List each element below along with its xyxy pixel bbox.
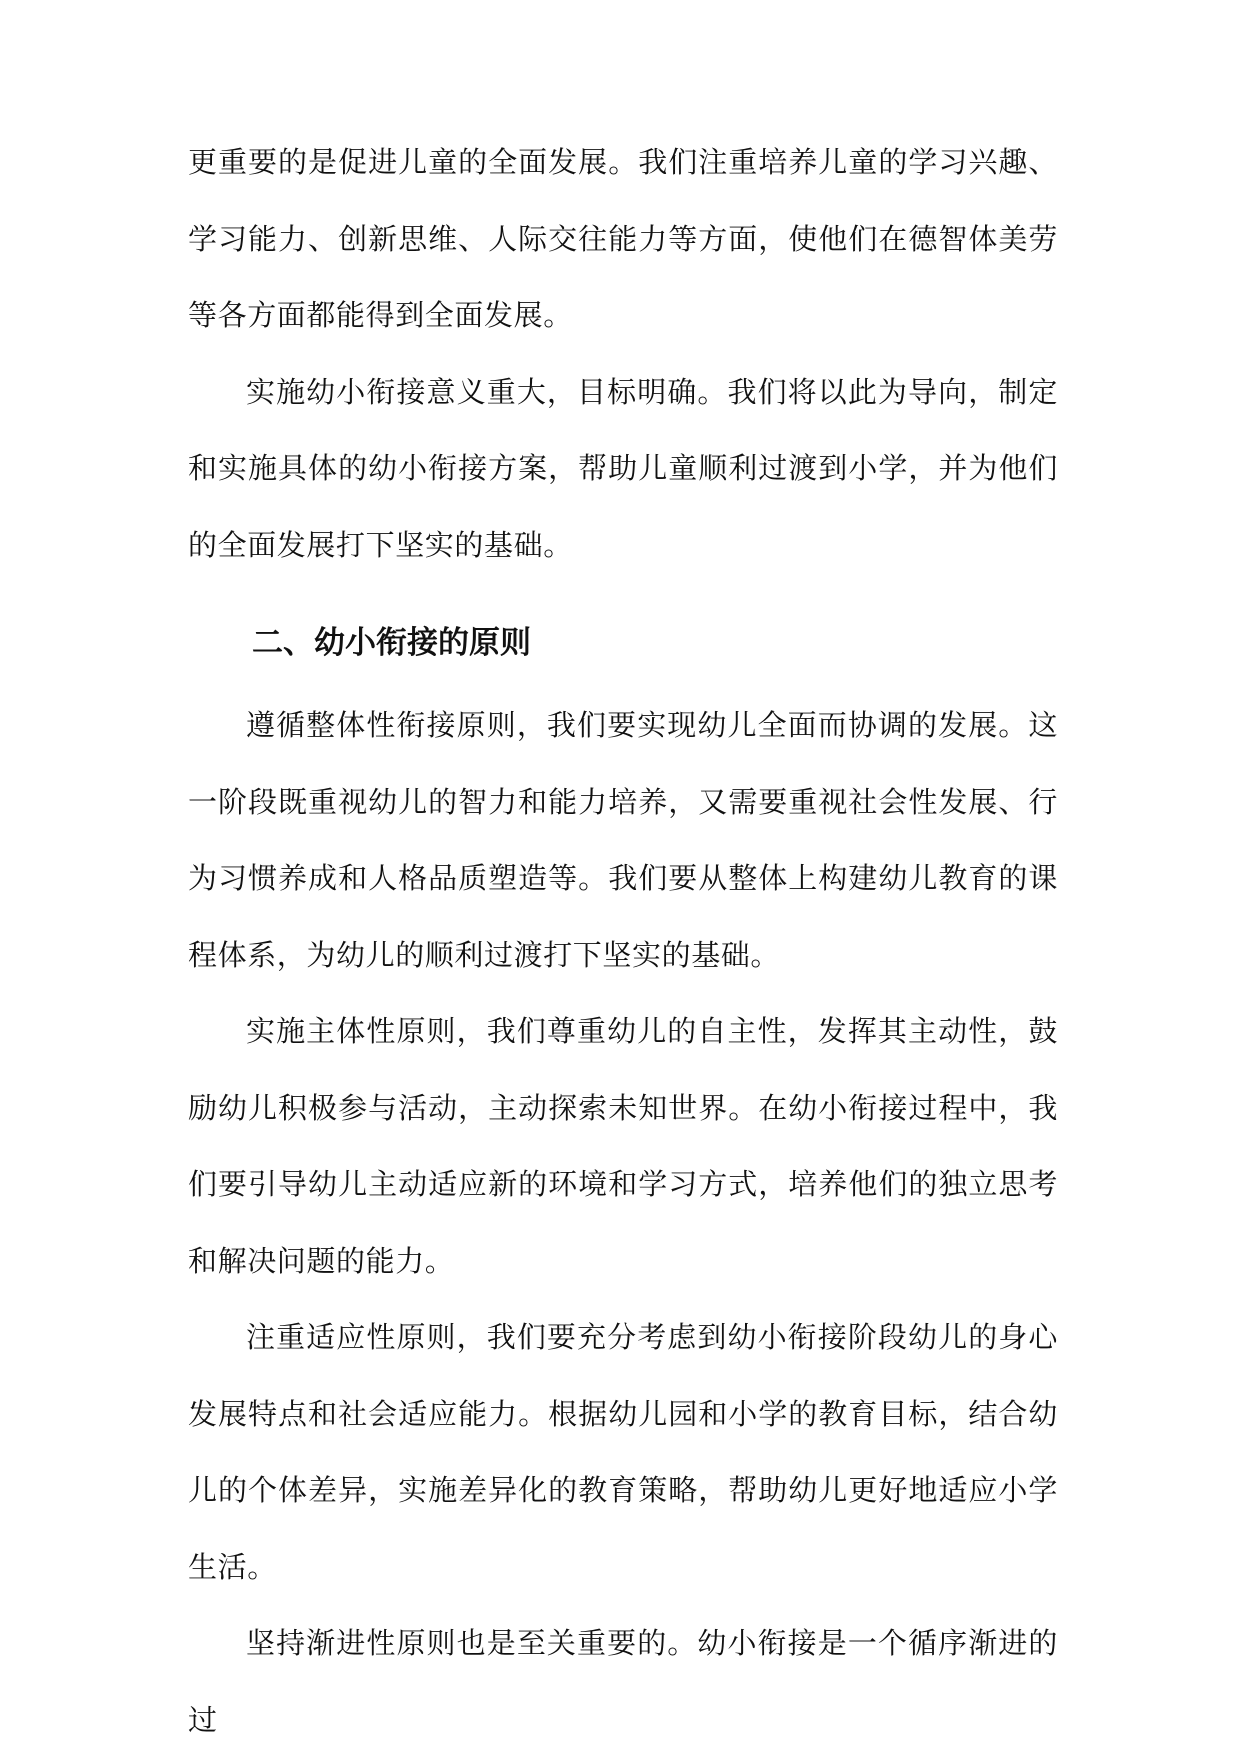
paragraph-continued: 更重要的是促进儿童的全面发展。我们注重培养儿童的学习兴趣、学习能力、创新思维、人际交往能力等方面，使他们在德智体美劳等各方面都能得到全面发展。: [188, 145, 1058, 332]
paragraph-significance: 实施幼小衔接意义重大，目标明确。我们将以此为导向，制定和实施具体的幼小衔接方案，帮助儿童顺利过渡到小学，并为他们的全面发展打下坚实的基础。: [188, 374, 1058, 562]
paragraph-holistic-principle: 遵循整体性衔接原则，我们要实现幼儿全面而协调的发展。这一阶段既重视幼儿的智力和能力培养，又需要重视社会性发展、行为习惯养成和人格品质塑造等。我们要从整体上构建幼儿教育的课程体系，为幼儿的顺利过渡打下坚实的基础。: [188, 708, 1058, 972]
paragraph-gradual-principle: 坚持渐进性原则也是至关重要的。幼小衔接是一个循序渐进的过: [188, 1626, 1058, 1737]
document-body: [188, 124, 1058, 1758]
paragraph-subjectivity-principle: 实施主体性原则，我们尊重幼儿的自主性，发挥其主动性，鼓励幼儿积极参与活动，主动探索未知世界。在幼小衔接过程中，我们要引导幼儿主动适应新的环境和学习方式，培养他们的独立思考和解决问题的能力。: [188, 1014, 1058, 1278]
paragraph-adaptability-principle: 注重适应性原则，我们要充分考虑到幼小衔接阶段幼儿的身心发展特点和社会适应能力。根据幼儿园和小学的教育目标，结合幼儿的个体差异，实施差异化的教育策略，帮助幼儿更好地适应小学生活。: [188, 1320, 1058, 1584]
section-heading: 二、幼小衔接的原则: [252, 625, 531, 661]
